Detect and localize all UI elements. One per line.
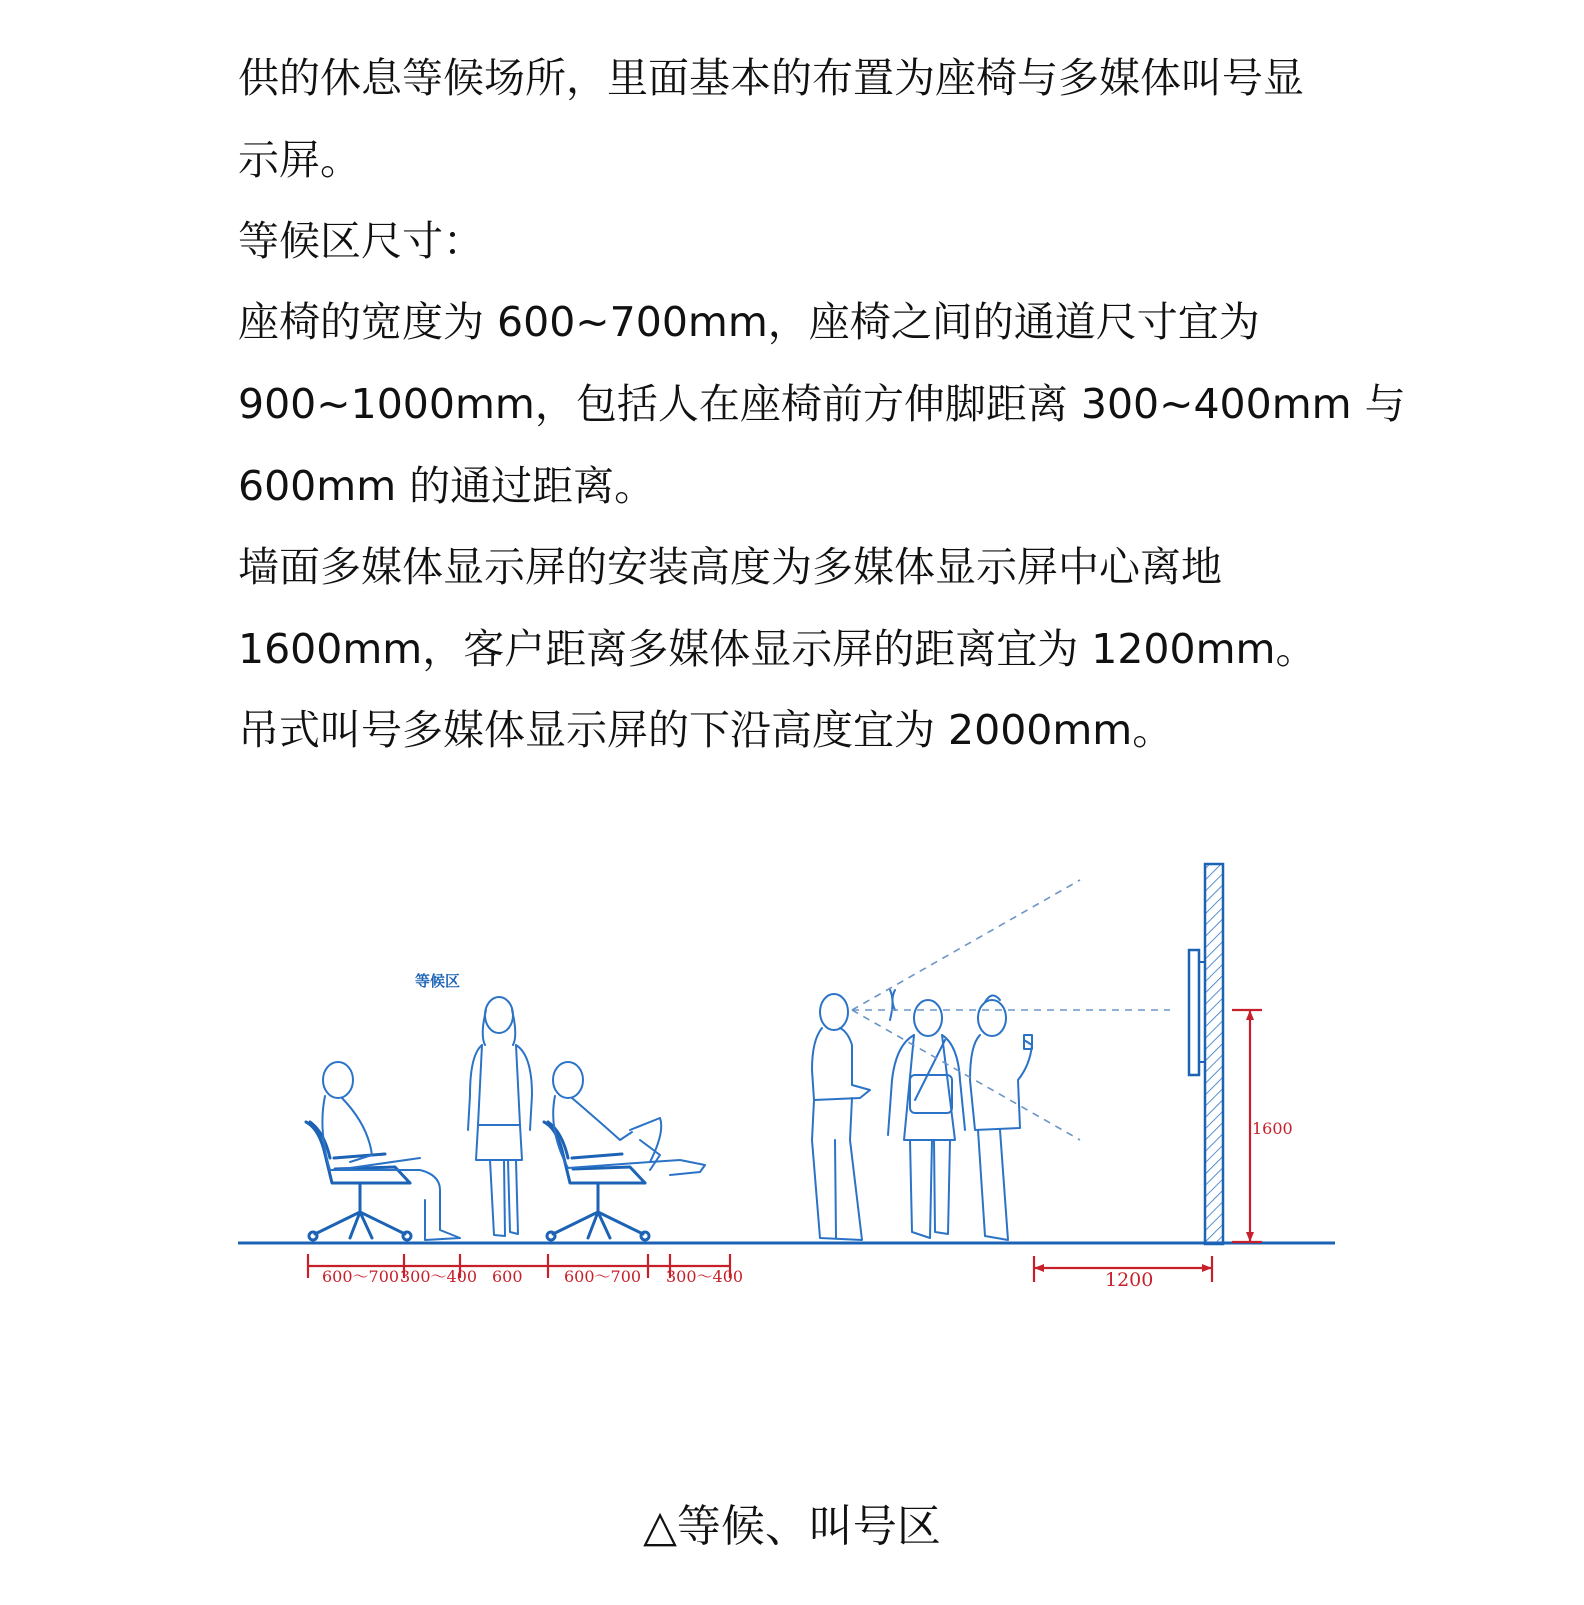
wall [1205, 864, 1223, 1244]
dimension-label: 600～700 [322, 1267, 400, 1286]
seating-dimensions [308, 1254, 743, 1286]
distance-dimension [1034, 1256, 1212, 1291]
chair-2 [544, 1122, 649, 1240]
standing-person-man [812, 994, 870, 1240]
dimension-label: 600 [492, 1267, 523, 1286]
height-dimension [1232, 1010, 1293, 1242]
paragraph-line-2: 示屏。 [238, 136, 361, 184]
waiting-area-diagram [0, 840, 1584, 1400]
figure-caption: △等候、叫号区 [643, 1501, 941, 1552]
standing-person-with-bag [888, 990, 965, 1238]
chair-1 [306, 1122, 411, 1240]
paragraph-line-6: 600mm 的通过距离。 [238, 462, 656, 510]
standing-person-with-phone [970, 995, 1032, 1240]
sight-line-upper [852, 880, 1080, 1010]
distance-label: 1200 [1105, 1269, 1154, 1291]
section-heading: 等候区尺寸： [238, 217, 484, 265]
paragraph-line-7: 墙面多媒体显示屏的安装高度为多媒体显示屏中心离地 [238, 543, 1222, 591]
paragraph-line-5: 900~1000mm，包括人在座椅前方伸脚距离 300~400mm 与 [238, 380, 1406, 428]
dimension-label: 600～700 [564, 1267, 642, 1286]
area-label: 等候区 [415, 972, 461, 990]
wall-display-screen [1189, 950, 1205, 1075]
sight-line-lower [852, 1010, 1080, 1140]
paragraph-line-1: 供的休息等候场所，里面基本的布置为座椅与多媒体叫号显 [238, 54, 1304, 102]
paragraph-line-4: 座椅的宽度为 600~700mm，座椅之间的通道尺寸宜为 [238, 298, 1260, 346]
seated-person-1 [322, 1062, 460, 1240]
standing-person [468, 997, 532, 1236]
dimension-label: 300～400 [666, 1267, 744, 1286]
dimension-label: 300～400 [400, 1267, 478, 1286]
paragraph-line-9: 吊式叫号多媒体显示屏的下沿高度宜为 2000mm。 [238, 706, 1174, 754]
paragraph-line-8: 1600mm，客户距离多媒体显示屏的距离宜为 1200mm。 [238, 625, 1317, 673]
height-label: 1600 [1252, 1119, 1293, 1138]
